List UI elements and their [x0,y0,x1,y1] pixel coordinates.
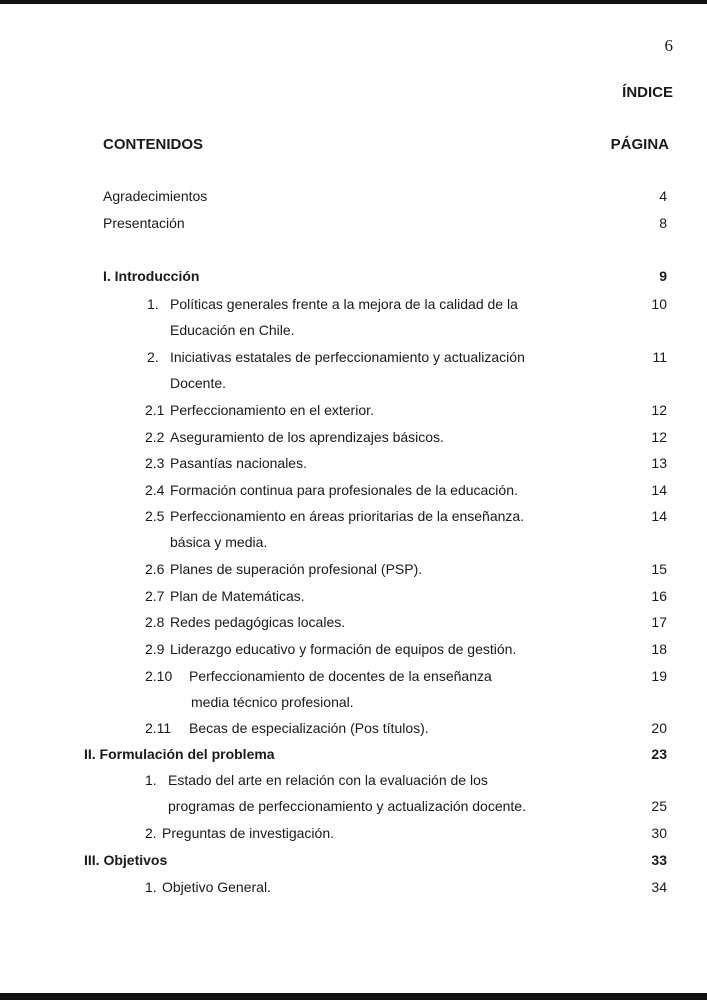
toc-entry-title: Planes de superación profesional (PSP). [170,561,423,577]
toc-entry-title: Plan de Matemáticas. [170,588,305,604]
top-border [0,0,707,4]
toc-entry-page: 20 [651,720,667,736]
toc-entry-title: I. Introducción [103,268,200,284]
toc-entry-index: 2.5 [145,508,165,524]
toc-entry-index: 1. [145,772,157,788]
toc-entry-page: 18 [651,641,667,657]
toc-entry-title: Perfeccionamiento en el exterior. [170,402,374,418]
toc-entry-page: 11 [652,349,667,365]
toc-entry-page: 9 [659,268,667,284]
toc-entry-page: 15 [651,561,667,577]
page-column-heading: PÁGINA [610,136,669,153]
toc-entry-index: 2.1 [145,402,165,418]
toc-entry-index: 2.8 [145,614,165,630]
toc-entry-page: 4 [659,188,667,204]
toc-entry-title: Presentación [103,215,185,231]
toc-entry-index: 2.6 [145,561,165,577]
toc-entry-page: 17 [651,614,667,630]
toc-entry-page: 13 [651,455,667,471]
toc-entry-title: Objetivo General. [162,879,271,895]
toc-entry-page: 12 [651,402,667,418]
toc-entry-page: 25 [651,798,667,814]
toc-entry-title: Pasantías nacionales. [170,455,307,471]
toc-entry-title: Becas de especialización (Pos títulos). [189,720,429,736]
toc-entry-index: 2.10 [145,668,173,684]
toc-entry-index: 2. [147,349,159,365]
toc-entry-index: 2. [145,825,157,841]
index-title: ÍNDICE [622,84,673,101]
toc-entry-page: 19 [651,668,667,684]
toc-entry-index: 1. [147,296,159,312]
toc-entry-page: 14 [651,482,667,498]
toc-entry-page: 16 [651,588,667,604]
toc-entry-title: III. Objetivos [84,852,168,868]
toc-entry-title: media técnico profesional. [191,694,354,710]
toc-entry-page: 34 [651,879,667,895]
toc-entry-title: Políticas generales frente a la mejora de la calidad de la [170,296,518,312]
toc-entry-page: 14 [651,508,667,524]
toc-entry-index: 2.9 [145,641,165,657]
bottom-border [0,993,707,1000]
toc-entry-title: Estado del arte en relación con la evaluación de los [168,772,488,788]
toc-entry-title: Aseguramiento de los aprendizajes básicos. [170,429,444,445]
toc-entry-index: 2.2 [145,429,165,445]
toc-entry-title: Docente. [170,375,227,391]
toc-entry-title: básica y media. [170,534,268,550]
toc-entry-title: Redes pedagógicas locales. [170,614,346,630]
toc-entry-title: Perfeccionamiento en áreas prioritarias de la enseñanza. [170,508,525,524]
contents-heading: CONTENIDOS [103,136,204,153]
toc-entry-index: 2.4 [145,482,165,498]
toc-entry-index: 2.7 [145,588,165,604]
toc-entry-title: programas de perfeccionamiento y actualización docente. [168,798,526,814]
toc-entry-title: Formación continua para profesionales de la educación. [170,482,518,498]
toc-entry-title: II. Formulación del problema [84,746,275,762]
toc-entry-page: 23 [651,746,667,762]
toc-entry-page: 12 [651,429,667,445]
toc-entry-page: 8 [659,215,667,231]
toc-entry-title: Preguntas de investigación. [162,825,334,841]
toc-entry-title: Educación en Chile. [170,322,295,338]
toc-entry-page: 33 [651,852,667,868]
toc-entry-title: Perfeccionamiento de docentes de la enseñanza [189,668,492,684]
toc-entry-page: 10 [651,296,667,312]
toc-entry-index: 2.3 [145,455,165,471]
toc-entry-index: 2.11 [145,720,172,736]
toc-entry-page: 30 [651,825,667,841]
toc-entry-index: 1. [145,879,157,895]
page-number: 6 [664,36,673,55]
toc-entry-title: Agradecimientos [103,188,208,204]
toc-entry-title: Liderazgo educativo y formación de equipos de gestión. [170,641,517,657]
toc-entry-title: Iniciativas estatales de perfeccionamiento y actualización [170,349,525,365]
